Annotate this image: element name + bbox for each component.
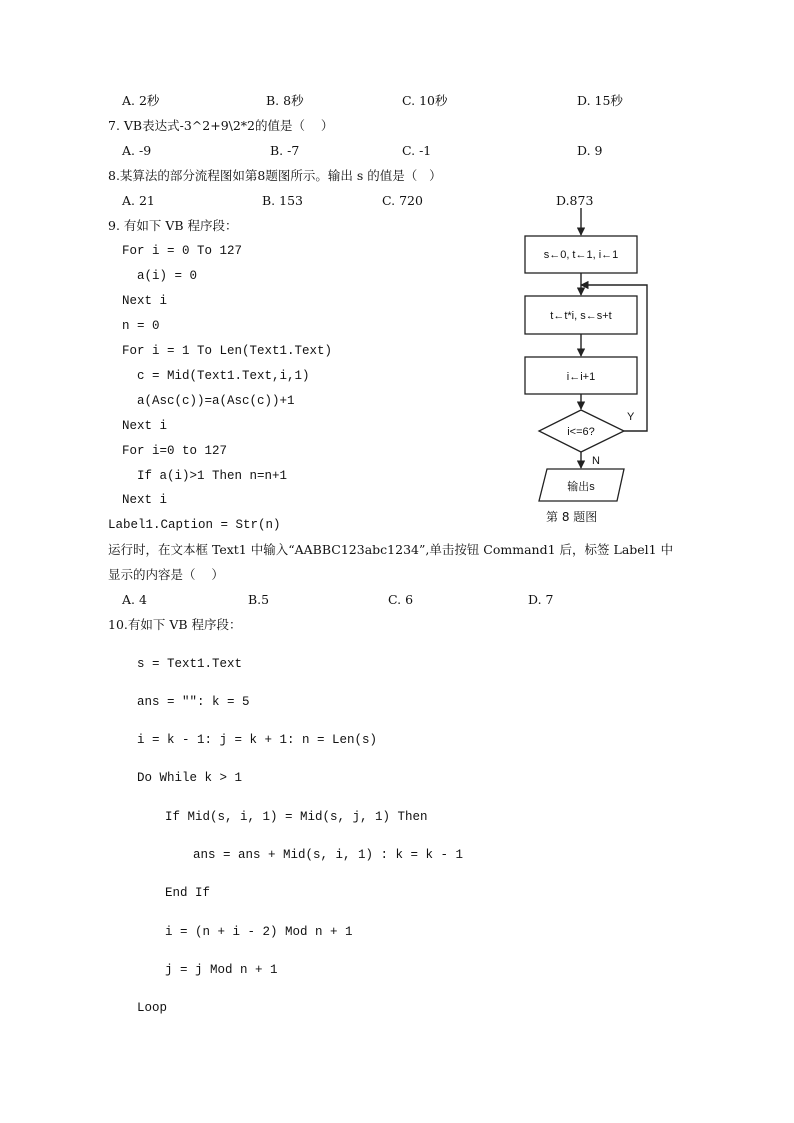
flow-init-label: s←0, t←1, i←1: [543, 249, 619, 261]
q9-option-a: A. 4: [122, 592, 147, 607]
q9-code-line: For i=0 to 127: [122, 444, 228, 458]
flowchart: [520, 208, 660, 508]
q10-code-line: Loop: [137, 1001, 168, 1015]
q10-code-line: i = (n + i - 2) Mod n + 1: [165, 925, 353, 939]
q9-option-b: B.5: [248, 592, 270, 607]
q9-code-line: If a(i)>1 Then n=n+1: [137, 469, 288, 483]
q9-code-line: Next i: [122, 493, 168, 507]
q10-code-line: s = Text1.Text: [137, 657, 243, 671]
q7-option-b: B. -7: [270, 143, 300, 158]
flow-decision-label: i<=6?: [567, 426, 595, 438]
q10-code-line: ans = ans + Mid(s, i, 1) : k = k - 1: [193, 848, 464, 862]
q9-code-line: For i = 0 To 127: [122, 244, 243, 258]
q9-stem: 9. 有如下 VB 程序段：: [108, 218, 238, 233]
q9-code-line: c = Mid(Text1.Text,i,1): [137, 369, 310, 383]
flow-yes-label: Y: [627, 411, 635, 423]
q8-stem: 8.某算法的部分流程图如第8题图所示。输出 s 的值是（ ）: [108, 168, 442, 183]
flowchart-caption: 第 8 题图: [546, 510, 598, 524]
flow-step1-label: t←t*i, s←s+t: [550, 310, 612, 322]
q7-option-a: A. -9: [122, 143, 152, 158]
q8-option-d: D.873: [556, 193, 594, 208]
q7-option-c: C. -1: [402, 143, 432, 158]
q10-code-line: Do While k > 1: [137, 771, 243, 785]
q8-option-c: C. 720: [382, 193, 423, 208]
q10-stem: 10.有如下 VB 程序段：: [108, 617, 242, 632]
q9-question-line: 显示的内容是（ ）: [108, 567, 224, 582]
q9-code-line: Label1.Caption = Str(n): [108, 518, 281, 532]
q6-option-a: A. 2秒: [122, 93, 160, 108]
q9-option-c: C. 6: [388, 592, 414, 607]
q8-option-b: B. 153: [262, 193, 303, 208]
flow-no-label: N: [592, 455, 600, 467]
q9-option-d: D. 7: [528, 592, 554, 607]
q7-stem: 7. VB表达式-3^2+9\2*2的值是（ ）: [108, 118, 334, 133]
q6-option-c: C. 10秒: [402, 93, 448, 108]
q7-option-d: D. 9: [577, 143, 603, 158]
q9-code-line: a(i) = 0: [137, 269, 198, 283]
q8-option-a: A. 21: [122, 193, 155, 208]
q9-code-line: Next i: [122, 294, 168, 308]
q9-code-line: a(Asc(c))=a(Asc(c))+1: [137, 394, 295, 408]
q9-question-line: 运行时，在文本框 Text1 中输入“AABBC123abc1234”,单击按钮 Command1 后，标签 Label1 中: [108, 542, 674, 557]
q10-code-line: i = k - 1: j = k + 1: n = Len(s): [137, 733, 378, 747]
q9-code-line: For i = 1 To Len(Text1.Text): [122, 344, 333, 358]
q10-code-line: j = j Mod n + 1: [165, 963, 278, 977]
q9-code-line: Next i: [122, 419, 168, 433]
q6-option-d: D. 15秒: [577, 93, 623, 108]
q10-code-line: If Mid(s, i, 1) = Mid(s, j, 1) Then: [165, 810, 428, 824]
flow-output-label: 输出s: [567, 481, 595, 493]
q6-option-b: B. 8秒: [266, 93, 304, 108]
q10-code-line: End If: [165, 886, 211, 900]
flow-step2-label: i←i+1: [566, 371, 596, 383]
q10-code-line: ans = "": k = 5: [137, 695, 250, 709]
q9-code-line: n = 0: [122, 319, 160, 333]
